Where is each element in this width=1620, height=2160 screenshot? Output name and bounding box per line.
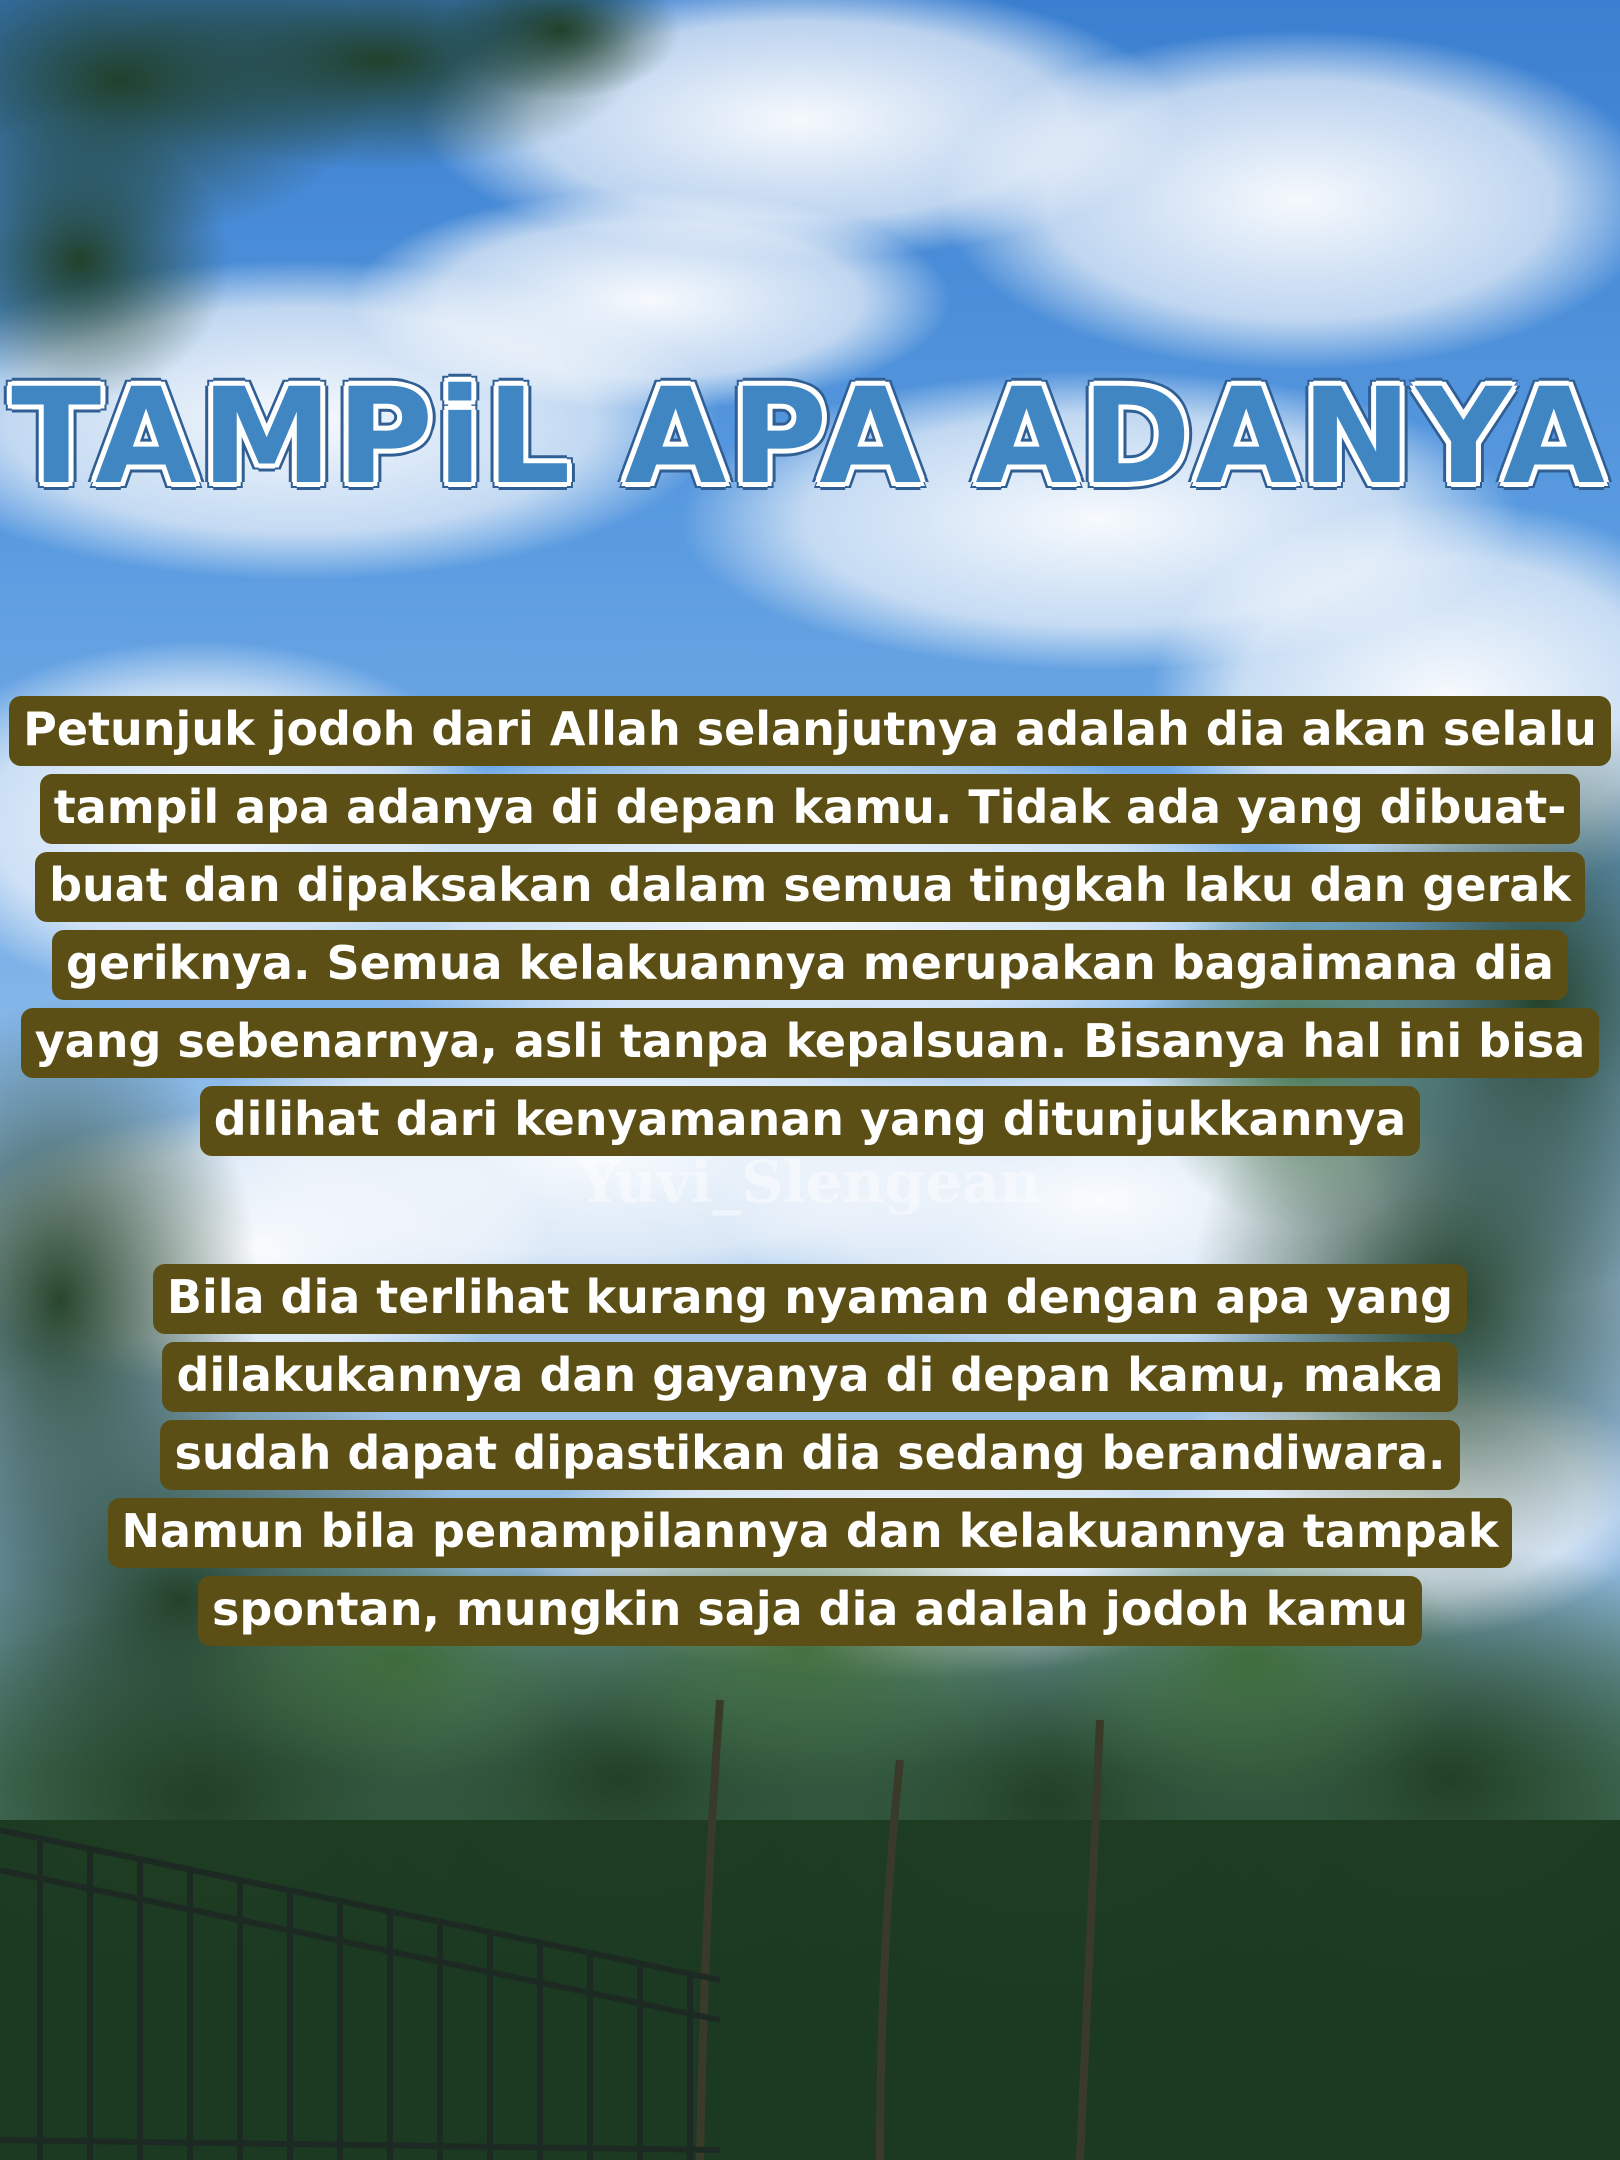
- paragraph-1-line-text: buat dan dipaksakan dalam semua tingkah laku dan gerak: [35, 852, 1585, 922]
- paragraph-1-line-text: tampil apa adanya di depan kamu. Tidak ada yang dibuat-: [40, 774, 1581, 844]
- paragraph-1-line: [0, 924, 1620, 1002]
- page-title: TAMPiL APA ADANYA: [11, 360, 1609, 514]
- paragraph-1-line: [0, 1080, 1620, 1158]
- paragraph-1-line-text: geriknya. Semua kelakuannya merupakan bagaimana dia: [52, 930, 1568, 1000]
- paragraph-2-line-text: spontan, mungkin saja dia adalah jodoh kamu: [198, 1576, 1422, 1646]
- paragraph-1-line: [0, 768, 1620, 846]
- paragraph-2-line: [0, 1258, 1620, 1336]
- paragraph-2-line-text: Bila dia terlihat kurang nyaman dengan apa yang: [153, 1264, 1467, 1334]
- paragraph-2-line: [0, 1414, 1620, 1492]
- paragraph-2-line: [0, 1492, 1620, 1570]
- paragraph-1-line: [0, 1002, 1620, 1080]
- paragraph-2-line: [0, 1336, 1620, 1414]
- watermark: Yuvi_Slengean: [578, 1148, 1042, 1216]
- paragraph-2-line-text: dilakukannya dan gayanya di depan kamu, maka: [162, 1342, 1457, 1412]
- paragraph-2: [0, 1258, 1620, 1648]
- paragraph-1-line-text: yang sebenarnya, asli tanpa kepalsuan. Bisanya hal ini bisa: [21, 1008, 1600, 1078]
- paragraph-2-line-text: Namun bila penampilannya dan kelakuannya tampak: [108, 1498, 1513, 1568]
- paragraph-1-line-text: dilihat dari kenyamanan yang ditunjukkannya: [200, 1086, 1420, 1156]
- paragraph-1-line-text: Petunjuk jodoh dari Allah selanjutnya adalah dia akan selalu: [9, 696, 1611, 766]
- paragraph-1: [0, 690, 1620, 1158]
- paragraph-1-line: [0, 846, 1620, 924]
- paragraph-2-line: [0, 1570, 1620, 1648]
- paragraph-1-line: [0, 690, 1620, 768]
- paragraph-2-line-text: sudah dapat dipastikan dia sedang berandiwara.: [160, 1420, 1459, 1490]
